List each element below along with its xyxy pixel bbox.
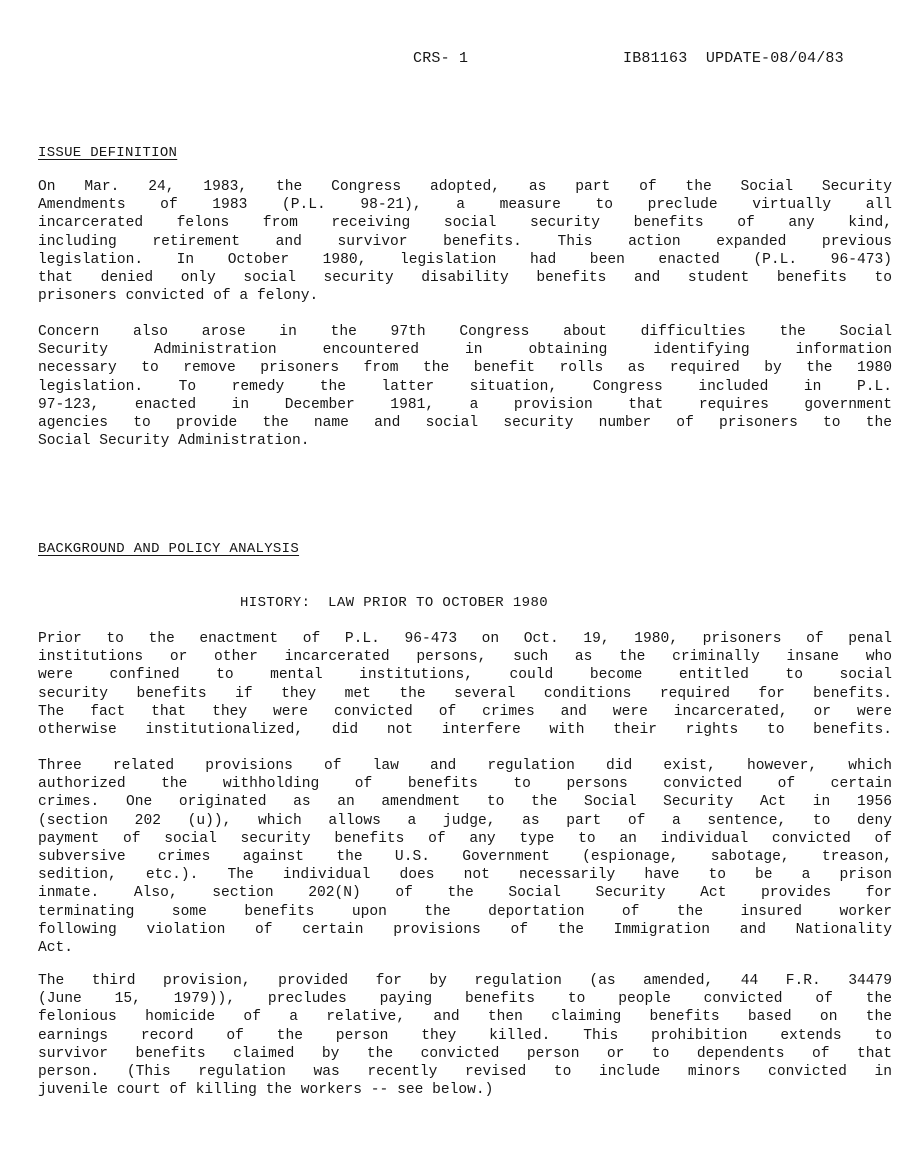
text-line: subversive crimes against the U.S. Government (espionage, sabotage, treason, (38, 848, 892, 865)
text-line: authorized the withholding of benefits to persons convicted of certain (38, 776, 892, 793)
issue-definition-heading: ISSUE DEFINITION (38, 145, 178, 161)
text-line: sedition, etc.). The individual does not necessarily have to be a prison (38, 867, 892, 884)
background-paragraph-3 (38, 972, 892, 1099)
text-line: On Mar. 24, 1983, the Congress adopted, as part of the Social Security (38, 179, 892, 195)
text-line: following violation of certain provisions of the Immigration and Nationality (38, 921, 892, 938)
text-line: Prior to the enactment of P.L. 96-473 on Oct. 19, 1980, prisoners of penal (38, 631, 892, 647)
text-line: Act. (38, 939, 74, 956)
issue-paragraph-2 (38, 323, 892, 450)
text-line: earnings record of the person they killed. This prohibition extends to (38, 1027, 892, 1044)
text-line: Amendments of 1983 (P.L. 98-21), a measure to preclude virtually all (38, 197, 892, 214)
history-subheading: HISTORY: LAW PRIOR TO OCTOBER 1980 (240, 595, 549, 611)
text-line: were confined to mental institutions, could become entitled to social (38, 667, 892, 684)
text-line: institutions or other incarcerated persons, such as the criminally insane who (38, 649, 892, 666)
text-line: including retirement and survivor benefits. This action expanded previous (38, 233, 892, 250)
text-line: person. (This regulation was recently revised to include minors convicted in (38, 1063, 892, 1080)
text-line: payment of social security benefits of any type to an individual convicted of (38, 830, 892, 847)
text-line: otherwise institutionalized, did not interfere with their rights to benefits. (38, 721, 892, 738)
text-line: that denied only social security disability benefits and student benefits to (38, 269, 892, 286)
text-line: necessary to remove prisoners from the benefit rolls as required by the 1980 (38, 360, 892, 377)
text-line: legislation. In October 1980, legislation had been enacted (P.L. 96-473) (38, 251, 892, 268)
text-line: security benefits if they met the several conditions required for benefits. (38, 685, 892, 702)
text-line: juvenile court of killing the workers -- see below.) (38, 1082, 494, 1099)
text-line: prisoners convicted of a felony. (38, 288, 319, 305)
text-line: Three related provisions of law and regulation did exist, however, which (38, 758, 892, 774)
text-line: Concern also arose in the 97th Congress about difficulties the Social (38, 324, 892, 340)
document-id-update: IB81163 UPDATE-08/04/83 (623, 50, 844, 67)
background-paragraph-2 (38, 757, 892, 957)
issue-paragraph-1 (38, 178, 892, 305)
text-line: Security Administration encountered in obtaining identifying information (38, 342, 892, 359)
text-line: legislation. To remedy the latter situation, Congress included in P.L. (38, 378, 892, 395)
text-line: survivor benefits claimed by the convicted person or to dependents of that (38, 1045, 892, 1062)
text-line: crimes. One originated as an amendment to the Social Security Act in 1956 (38, 794, 892, 811)
text-line: The third provision, provided for by regulation (as amended, 44 F.R. 34479 (38, 973, 892, 989)
text-line: inmate. Also, section 202(N) of the Social Security Act provides for (38, 885, 892, 902)
background-policy-heading: BACKGROUND AND POLICY ANALYSIS (38, 541, 300, 557)
page-number: CRS- 1 (413, 50, 469, 67)
text-line: terminating some benefits upon the deportation of the insured worker (38, 903, 892, 920)
background-paragraph-1 (38, 630, 892, 739)
text-line: felonious homicide of a relative, and then claiming benefits based on the (38, 1009, 892, 1026)
text-line: Social Security Administration. (38, 433, 310, 450)
text-line: agencies to provide the name and social security number of prisoners to the (38, 414, 892, 431)
text-line: (June 15, 1979)), precludes paying benefits to people convicted of the (38, 991, 892, 1008)
text-line: incarcerated felons from receiving social security benefits of any kind, (38, 215, 892, 232)
text-line: (section 202 (u)), which allows a judge, as part of a sentence, to deny (38, 812, 892, 829)
text-line: 97-123, enacted in December 1981, a provision that requires government (38, 396, 892, 413)
text-line: The fact that they were convicted of crimes and were incarcerated, or were (38, 703, 892, 720)
